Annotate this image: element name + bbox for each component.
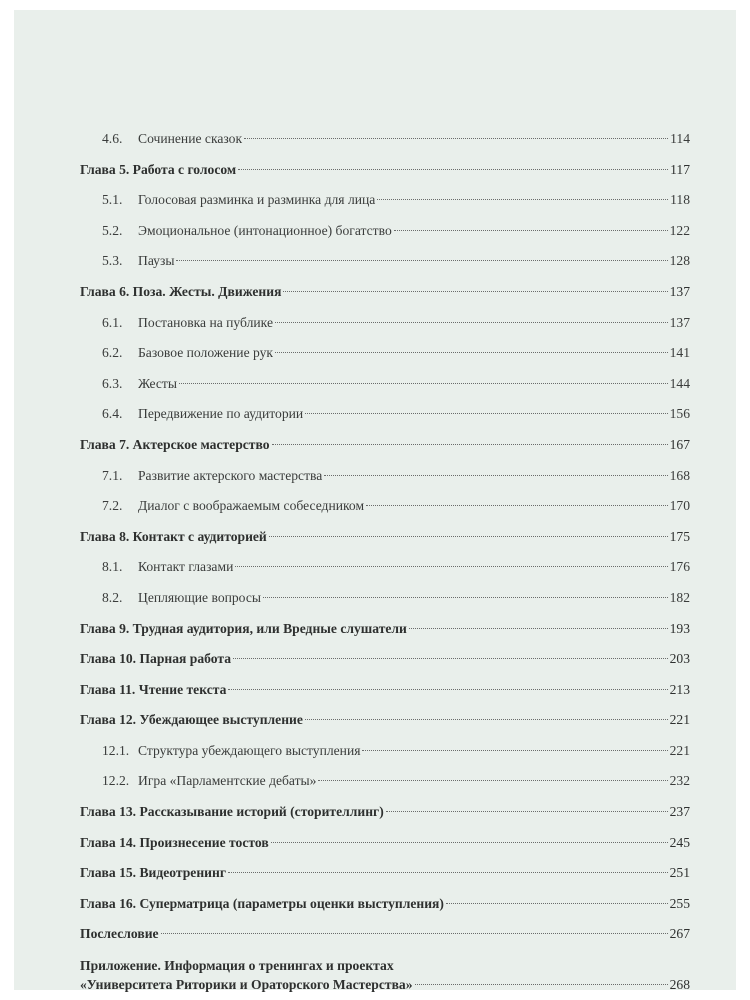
table-of-contents bbox=[80, 124, 690, 994]
toc-entry-5-1 bbox=[80, 185, 690, 216]
toc-appendix-page: 268 bbox=[669, 977, 690, 993]
toc-appendix-title-line1: Приложение. Информация о тренингах и проектах bbox=[80, 958, 394, 974]
dot-leader bbox=[377, 199, 668, 200]
toc-entry-number: 12.1. bbox=[102, 742, 130, 758]
toc-entry-title: Развитие актерского мастерства bbox=[138, 467, 323, 483]
toc-chapter-page: 117 bbox=[670, 161, 690, 177]
toc-entry-7-1 bbox=[80, 461, 690, 492]
toc-entry-title: Паузы bbox=[138, 253, 175, 269]
dot-leader bbox=[318, 780, 667, 781]
toc-appendix-title-line2: «Университета Риторики и Ораторского Мастерства» bbox=[80, 977, 413, 993]
toc-chapter-9 bbox=[80, 614, 690, 645]
dot-leader bbox=[176, 260, 667, 261]
toc-entry-5-3 bbox=[80, 246, 690, 277]
dot-leader bbox=[305, 413, 667, 414]
toc-chapter-title: Глава 5. Работа с голосом bbox=[80, 161, 237, 177]
toc-entry-title: Эмоциональное (интонационное) богатство bbox=[138, 222, 392, 238]
toc-entry-title: Контакт глазами bbox=[138, 559, 234, 575]
toc-chapter-10 bbox=[80, 644, 690, 675]
toc-entry-6-4 bbox=[80, 399, 690, 430]
toc-afterword bbox=[80, 919, 690, 950]
toc-chapter-page: 221 bbox=[669, 712, 690, 728]
dot-leader bbox=[446, 903, 668, 904]
toc-entry-5-2 bbox=[80, 216, 690, 247]
toc-chapter-title: Глава 8. Контакт с аудиторией bbox=[80, 528, 267, 544]
toc-chapter-title: Глава 10. Парная работа bbox=[80, 651, 232, 667]
toc-entry-number: 7.2. bbox=[102, 498, 123, 514]
toc-chapter-7 bbox=[80, 430, 690, 461]
dot-leader bbox=[269, 536, 668, 537]
dot-leader bbox=[179, 383, 668, 384]
toc-entry-page: 168 bbox=[669, 467, 690, 483]
toc-appendix bbox=[80, 956, 690, 994]
toc-chapter-page: 193 bbox=[669, 620, 690, 636]
toc-entry-title: Базовое положение рук bbox=[138, 345, 274, 361]
dot-leader bbox=[228, 872, 668, 873]
toc-entry-title: Сочинение сказок bbox=[138, 131, 243, 146]
toc-chapter-page: 245 bbox=[669, 834, 690, 850]
toc-chapter-page: 237 bbox=[669, 804, 690, 820]
toc-entry-4-6 bbox=[80, 124, 690, 155]
toc-chapter-page: 175 bbox=[669, 528, 690, 544]
toc-chapter-page: 251 bbox=[669, 865, 690, 881]
toc-chapter-5 bbox=[80, 155, 690, 186]
toc-entry-number: 6.1. bbox=[102, 314, 123, 330]
toc-entry-page: 141 bbox=[669, 345, 690, 361]
dot-leader bbox=[233, 658, 668, 659]
toc-entry-title: Структура убеждающего выступления bbox=[138, 742, 361, 758]
toc-chapter-title: Глава 13. Рассказывание историй (сторителлинг) bbox=[80, 804, 384, 820]
toc-entry-title: Игра «Парламентские дебаты» bbox=[138, 773, 317, 789]
toc-chapter-12 bbox=[80, 705, 690, 736]
toc-entry-page: 144 bbox=[669, 375, 690, 391]
toc-chapter-title: Глава 7. Актерское мастерство bbox=[80, 436, 270, 452]
toc-entry-number: 8.1. bbox=[102, 559, 123, 575]
dot-leader bbox=[235, 566, 667, 567]
toc-chapter-title: Глава 12. Убеждающее выступление bbox=[80, 712, 303, 728]
toc-entry-page: 122 bbox=[669, 222, 690, 238]
toc-chapter-page: 137 bbox=[669, 283, 690, 299]
toc-entry-page: 118 bbox=[670, 192, 690, 208]
toc-chapter-13 bbox=[80, 797, 690, 828]
toc-chapter-title: Глава 11. Чтение текста bbox=[80, 681, 227, 697]
dot-leader bbox=[394, 230, 668, 231]
toc-appendix-line2-row bbox=[80, 975, 690, 994]
dot-leader bbox=[366, 505, 668, 506]
toc-entry-page: 182 bbox=[669, 589, 690, 605]
toc-entry-page: 176 bbox=[669, 559, 690, 575]
toc-entry-12-2 bbox=[80, 766, 690, 797]
toc-entry-number: 12.2. bbox=[102, 773, 130, 789]
toc-entry-number: 5.2. bbox=[102, 222, 123, 238]
toc-chapter-page: 213 bbox=[669, 681, 690, 697]
toc-entry-title: Диалог с воображаемым собеседником bbox=[138, 498, 365, 514]
dot-leader bbox=[263, 597, 668, 598]
toc-entry-8-2 bbox=[80, 583, 690, 614]
toc-entry-number: 6.2. bbox=[102, 345, 123, 361]
dot-leader bbox=[362, 750, 667, 751]
toc-entry-page: 114 bbox=[670, 131, 690, 146]
toc-chapter-6 bbox=[80, 277, 690, 308]
dot-leader bbox=[271, 842, 668, 843]
dot-leader bbox=[324, 475, 667, 476]
toc-entry-page: 156 bbox=[669, 406, 690, 422]
toc-entry-title: Постановка на публике bbox=[138, 314, 273, 330]
toc-entry-7-2 bbox=[80, 491, 690, 522]
toc-entry-title: Голосовая разминка и разминка для лица bbox=[138, 192, 376, 208]
toc-entry-number: 5.1. bbox=[102, 192, 123, 208]
dot-leader bbox=[415, 984, 668, 985]
toc-entry-12-1 bbox=[80, 736, 690, 767]
toc-entry-title: Жесты bbox=[138, 375, 177, 391]
toc-chapter-11 bbox=[80, 675, 690, 706]
dot-leader bbox=[244, 138, 668, 139]
toc-entry-6-1 bbox=[80, 308, 690, 339]
toc-entry-page: 137 bbox=[669, 314, 690, 330]
toc-entry-title: Цепляющие вопросы bbox=[138, 589, 261, 605]
book-page bbox=[14, 10, 736, 993]
toc-entry-6-2 bbox=[80, 338, 690, 369]
toc-chapter-page: 255 bbox=[669, 895, 690, 911]
toc-chapter-page: 267 bbox=[669, 926, 690, 942]
dot-leader bbox=[409, 628, 668, 629]
dot-leader bbox=[275, 322, 668, 323]
toc-entry-number: 5.3. bbox=[102, 253, 123, 269]
toc-entry-6-3 bbox=[80, 369, 690, 400]
dot-leader bbox=[283, 291, 667, 292]
toc-entry-page: 170 bbox=[669, 498, 690, 514]
toc-chapter-title: Глава 9. Трудная аудитория, или Вредные слушатели bbox=[80, 620, 407, 636]
toc-entry-number: 6.4. bbox=[102, 406, 123, 422]
toc-chapter-8 bbox=[80, 522, 690, 553]
toc-entry-number: 6.3. bbox=[102, 375, 123, 391]
toc-chapter-16 bbox=[80, 889, 690, 920]
toc-chapter-title: Глава 6. Поза. Жесты. Движения bbox=[80, 283, 282, 299]
dot-leader bbox=[238, 169, 668, 170]
toc-chapter-page: 167 bbox=[669, 436, 690, 452]
dot-leader bbox=[275, 352, 668, 353]
toc-chapter-page: 203 bbox=[669, 651, 690, 667]
toc-entry-page: 128 bbox=[669, 253, 690, 269]
dot-leader bbox=[161, 933, 668, 934]
toc-entry-page: 221 bbox=[669, 742, 690, 758]
toc-chapter-title: Послесловие bbox=[80, 926, 159, 942]
dot-leader bbox=[272, 444, 668, 445]
toc-entry-page: 232 bbox=[669, 773, 690, 789]
dot-leader bbox=[305, 719, 668, 720]
toc-entry-number: 4.6. bbox=[102, 131, 123, 146]
toc-chapter-title: Глава 16. Суперматрица (параметры оценки выступления) bbox=[80, 895, 444, 911]
toc-entry-number: 7.1. bbox=[102, 467, 123, 483]
toc-entry-8-1 bbox=[80, 552, 690, 583]
toc-chapter-title: Глава 15. Видеотренинг bbox=[80, 865, 226, 881]
dot-leader bbox=[228, 689, 667, 690]
toc-entry-number: 8.2. bbox=[102, 589, 123, 605]
toc-chapter-title: Глава 14. Произнесение тостов bbox=[80, 834, 269, 850]
toc-chapter-15 bbox=[80, 858, 690, 889]
toc-entry-title: Передвижение по аудитории bbox=[138, 406, 304, 422]
dot-leader bbox=[386, 811, 668, 812]
toc-chapter-14 bbox=[80, 828, 690, 859]
